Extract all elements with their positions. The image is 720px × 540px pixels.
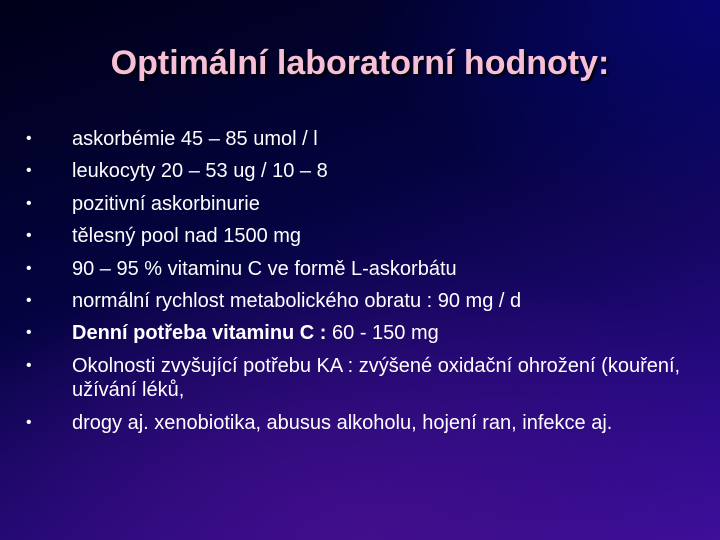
- list-item: [26, 224, 686, 248]
- bullet-icon: •: [26, 291, 32, 309]
- bullet-text: pozitivní askorbinurie: [72, 192, 260, 215]
- bullet-icon: •: [26, 130, 32, 147]
- bullet-text: askorbémie 45 – 85 umol / l: [72, 128, 318, 150]
- bullet-icon: •: [26, 194, 32, 212]
- list-item: [26, 289, 686, 313]
- list-item: [26, 411, 686, 435]
- bullet-text: 90 – 95 % vitaminu C ve formě L-askorbátu: [72, 257, 457, 280]
- list-item: [26, 192, 686, 216]
- bullet-icon: •: [26, 162, 32, 180]
- bullet-list: [26, 127, 686, 443]
- bullet-icon: •: [26, 227, 32, 245]
- bullet-text: Okolnosti zvyšující potřebu KA : zvýšené oxidační ohrožení (kouření, užívání léků,: [72, 354, 681, 401]
- bullet-text-bold: Denní potřeba vitaminu C :: [72, 322, 333, 345]
- bullet-icon: •: [26, 259, 32, 277]
- bullet-icon: •: [26, 413, 32, 431]
- bullet-text: 60 - 150 mg: [332, 322, 439, 345]
- bullet-icon: •: [26, 356, 32, 374]
- bullet-text: tělesný pool nad 1500 mg: [72, 225, 302, 248]
- bullet-text: normální rychlost metabolického obratu : 90 mg / d: [72, 289, 522, 312]
- list-item: [26, 127, 686, 151]
- list-item: [26, 159, 686, 183]
- bullet-text: drogy aj. xenobiotika, abusus alkoholu, hojení ran, infekce aj.: [72, 411, 613, 434]
- bullet-icon: •: [26, 324, 32, 342]
- list-item: [26, 257, 686, 281]
- bullet-text: leukocyty 20 – 53 ug / 10 – 8: [72, 160, 328, 183]
- list-item: [26, 354, 686, 402]
- list-item: [26, 321, 686, 345]
- slide-title: Optimální laboratorní hodnoty:: [110, 44, 610, 82]
